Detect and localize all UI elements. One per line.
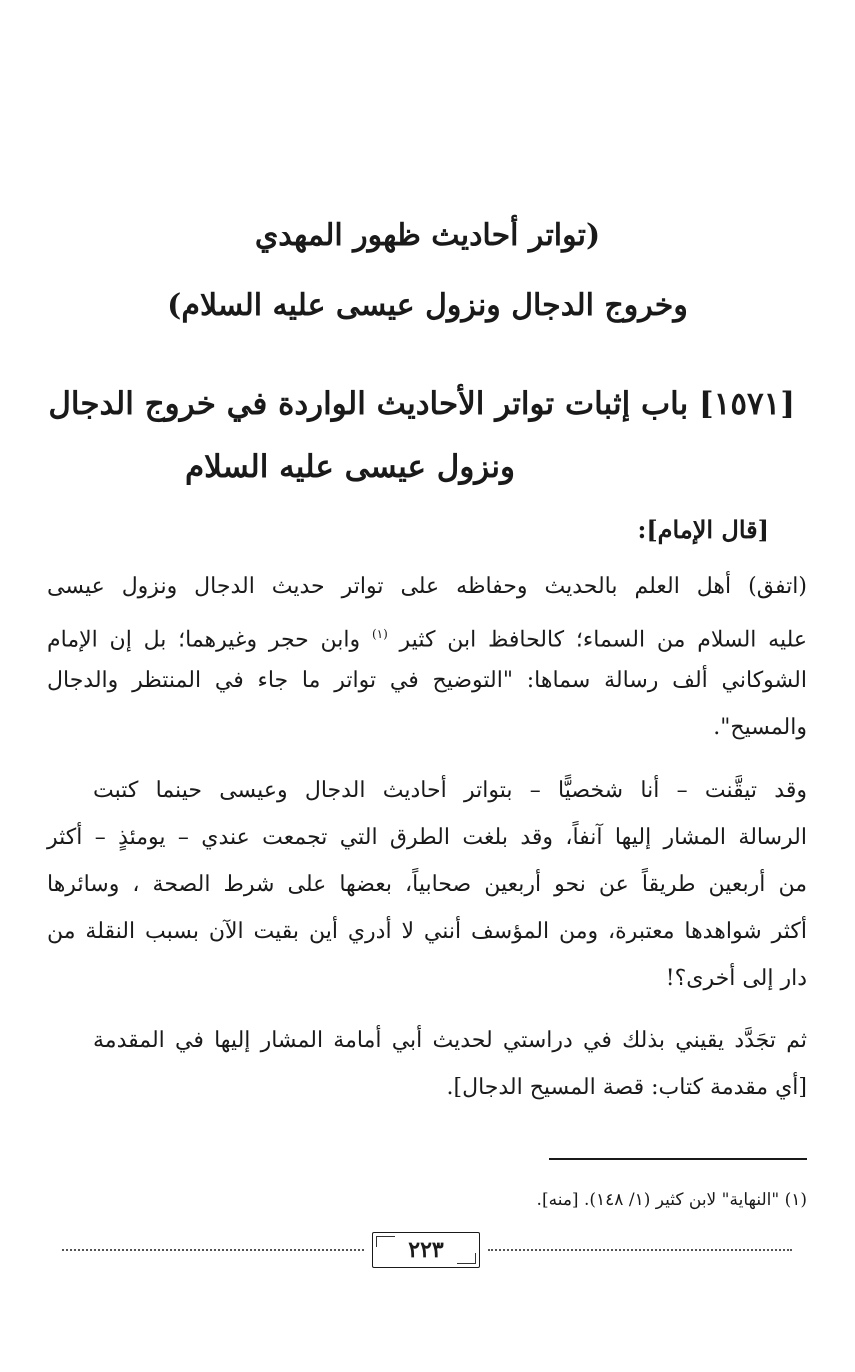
chapter-heading-line-1: [١٥٧١] باب إثبات تواتر الأحاديث الواردة في خروج الدجال — [48, 386, 795, 422]
paragraph-line: أكثر شواهدها معتبرة، ومن المؤسف أنني لا أدري أين بقيت الآن بسبب النقلة من — [47, 919, 807, 944]
page-number-ornament — [372, 1232, 480, 1268]
page-footer-rule-left — [62, 1249, 364, 1251]
footnote-separator — [549, 1158, 807, 1160]
section-title-line-1: (تواتر أحاديث ظهور المهدي — [254, 218, 601, 253]
subheading-imam-said: [قال الإمام]: — [637, 515, 769, 544]
paragraph-line: ثم تجَدَّد يقيني بذلك في دراستي لحديث أبي أمامة المشار إليها في المقدمة — [93, 1028, 807, 1053]
paragraph-text: عليه السلام من السماء؛ كالحافظ ابن كثير — [399, 627, 808, 653]
footnote: (١) "النهاية" لابن كثير (١/ ١٤٨). [منه]. — [536, 1190, 807, 1210]
paragraph-line: الرسالة المشار إليها آنفاً، وقد بلغت الطرق التي تجمعت عندي – يومئذٍ – أكثر — [47, 825, 807, 850]
paragraph-line: الشوكاني ألف رسالة سماها: "التوضيح في تواتر ما جاء في المنتظر والدجال — [47, 668, 807, 693]
chapter-heading-line-2: ونزول عيسى عليه السلام — [184, 449, 515, 485]
page-footer-rule-right — [488, 1249, 792, 1251]
paragraph-line: من أربعين طريقاً عن نحو أربعين صحابياً، بعضها على شرط الصحة ، وسائرها — [47, 872, 807, 897]
paragraph-line: دار إلى أخرى؟! — [665, 966, 807, 991]
footnote-marker: (١) — [371, 627, 388, 641]
paragraph-line: (اتفق) أهل العلم بالحديث وحفاظه على تواتر حديث الدجال ونزول عيسى — [47, 574, 807, 599]
paragraph-line: والمسيح". — [713, 715, 807, 740]
paragraph-line: وقد تيقَّنت – أنا شخصيًّا – بتواتر أحاديث الدجال وعيسى حينما كتبت — [93, 778, 807, 803]
page-number: ٢٢٣ — [408, 1237, 444, 1263]
paragraph-line — [47, 619, 807, 655]
paragraph-line: [أي مقدمة كتاب: قصة المسيح الدجال]. — [446, 1075, 807, 1100]
paragraph-text: وابن حجر وغيرهما؛ بل إن الإمام — [47, 627, 372, 653]
section-title-line-2: وخروج الدجال ونزول عيسى عليه السلام) — [167, 288, 688, 323]
